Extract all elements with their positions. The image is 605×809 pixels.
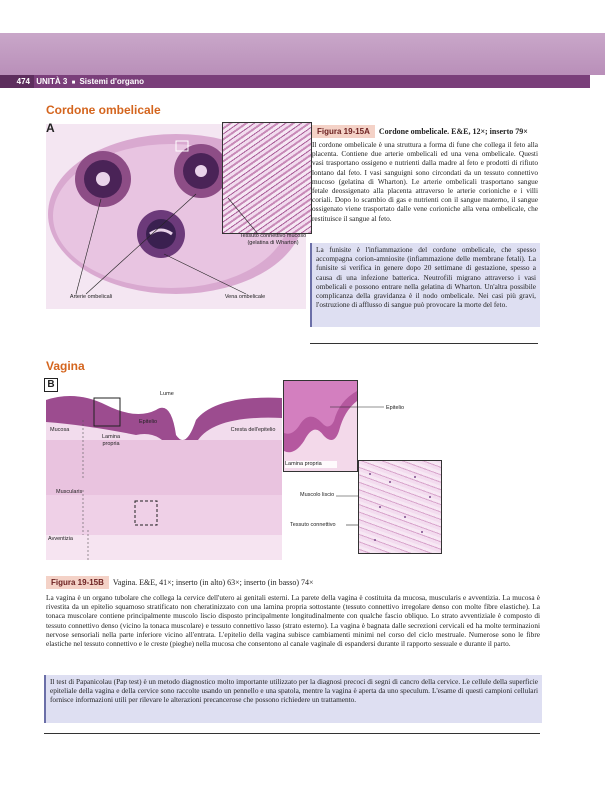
label-muscolo: Muscolo liscio xyxy=(300,492,335,498)
square-bullet-icon: ■ xyxy=(71,80,76,86)
header-band xyxy=(0,33,605,75)
label-connective: Tessuto connettivo mucoso (gelatina di Wharton) xyxy=(239,233,307,246)
figure-label-b: Figura 19-15B xyxy=(46,576,109,589)
label-connettivo: Tessuto connettivo xyxy=(290,522,336,528)
figure-letter-a: A xyxy=(46,121,55,135)
inset-b2-pointers xyxy=(336,494,360,528)
page-number: 474 xyxy=(0,75,34,88)
section-title-vagina: Vagina xyxy=(46,359,85,373)
artery-left-icon xyxy=(75,151,131,207)
note-box-a xyxy=(310,243,540,327)
vagina-tissue-image xyxy=(46,380,282,560)
section-title-cordone: Cordone ombelicale xyxy=(46,103,161,117)
label-epitelio-inset: Epitelio xyxy=(386,405,405,411)
label-lamina-inset: Lamina propria xyxy=(285,461,337,468)
label-avventizia: Avventizia xyxy=(48,536,73,542)
artery-right-icon xyxy=(174,144,228,198)
label-mucosa: Mucosa xyxy=(50,427,70,433)
note-a-text: La funisite è l'infiammazione del cordone ombelicale, che spesso accompagna corion-amniosite (infiammazione delle membrane fetali). La funisite si verifica in genere dopo 20 settimane di gestazione, spesso a causa di una infezione batterica. Neutrofili migrano attraverso i vasi ombelicali e possono entrare nella gelatina di Wharton. Un'altra possibile complicanza della gravidanza è il nodo ombelicale. Nei casi più gravi, l'ostruzione di afflusso di sangue può provocare la morte del feto. xyxy=(316,245,536,310)
paragraph-b: La vagina è un organo tubolare che collega la cervice dell'utero ai genitali esterni. La parete della vagina è costituita da mucosa, muscularis e avventizia. La mucosa è rivestita da un epitelio squamoso stratificato non cheratinizzato con una lamina propria sottostante (tessuto connettivo irregolare denso con molte fibre elastiche). La tonaca muscolare contiene principalmente muscolo liscio disposto principalmente longitudinalmente con qualche fascio obliquo. Lo strato avventiziale è composto di tessuto connettivo denso (vicino la tonaca muscolare) e tessuto connettivo lasso (strato esterno). La vagina è bagnata dalle secrezioni cervicali ed ha molte terminazioni nervose sensoriali nella parte inferiore vicino all'entrata. L'epitelio della vagina subisce cambiamenti minimi nel corso del ciclo mestruale. Numerose sono le fibre elastiche nel tessuto connettivo e le creste (pieghe) nella mucosa che consentono al canale vaginale di espandersi durante il rapporto sessuale e durante il parto. xyxy=(46,593,540,649)
divider-a xyxy=(310,343,538,344)
paragraph-a: Il cordone ombelicale è una struttura a forma di fune che collega il feto alla placenta. Contiene due arterie ombelicali ed una vena ombelicale. Questi vasi trasportano ossigeno e nutrienti dalla madre al feto e prodotti di rifiuto lontano dal feto. I vasi sanguigni sono circondati da un tessuto connettivo mucoso (gelatina di Wharton). Le arterie ombelicali trasportano sangue fetale deossigenato alla placenta attraverso le arterie corioniche e i villi coriali. Dopo lo scambio di gas e nutrienti con il sangue materno, il sangue ossigenato viene trasportato dalle vene corioniche alla vena ombelicale, che restituisce il sangue al feto. xyxy=(312,140,538,223)
inset-pointer xyxy=(226,196,266,236)
note-box-b xyxy=(44,675,542,723)
caption-a xyxy=(312,121,542,139)
label-muscularis: Muscularis xyxy=(56,489,83,495)
epithelium-inset-image xyxy=(284,381,357,471)
caption-b-title: Vagina. E&E, 41×; inserto (in alto) 63×; inserto (in basso) 74× xyxy=(112,578,314,587)
figure-b-micrograph xyxy=(46,380,282,560)
label-lume: Lume xyxy=(160,391,174,397)
label-arteries: Arterie ombelicali xyxy=(69,294,113,300)
unit-label: UNITÀ 3 xyxy=(36,77,68,86)
figure-b-inset-bottom xyxy=(358,460,442,554)
figure-letter-b: B xyxy=(44,378,58,392)
divider-b xyxy=(44,733,540,734)
unit-title: Sistemi d'organo xyxy=(79,77,145,86)
running-head xyxy=(0,75,590,88)
label-vein: Vena ombelicale xyxy=(224,294,266,300)
figure-b-inset-top xyxy=(283,380,358,472)
figure-label-a: Figura 19-15A xyxy=(312,125,375,138)
note-b-text: Il test di Papanicolau (Pap test) è un metodo diagnostico molto importante utilizzato per la diagnosi precoci di segni di cancro della cervice. Le cellule della superficie epiteliale della vagina e della cervice sono raccolte usando un pennello e una spatola, mentre la vagina è aperta da uno speculum. L'esame di questi campioni cellulari fornisce informazioni utili per rilevare le alterazioni precancerose che possono richiedere un trattamento. xyxy=(50,677,538,705)
vein-icon xyxy=(137,210,185,258)
label-epitelio-main: Epitelio xyxy=(138,419,158,425)
label-lamina: Lamina propria xyxy=(101,434,121,447)
caption-a-title: Cordone ombelicale. E&E, 12×; inserto 79× xyxy=(378,127,528,136)
epitelio-pointer xyxy=(330,405,386,409)
label-cresta: Cresta dell'epitelio xyxy=(230,427,276,433)
caption-b xyxy=(46,572,546,590)
